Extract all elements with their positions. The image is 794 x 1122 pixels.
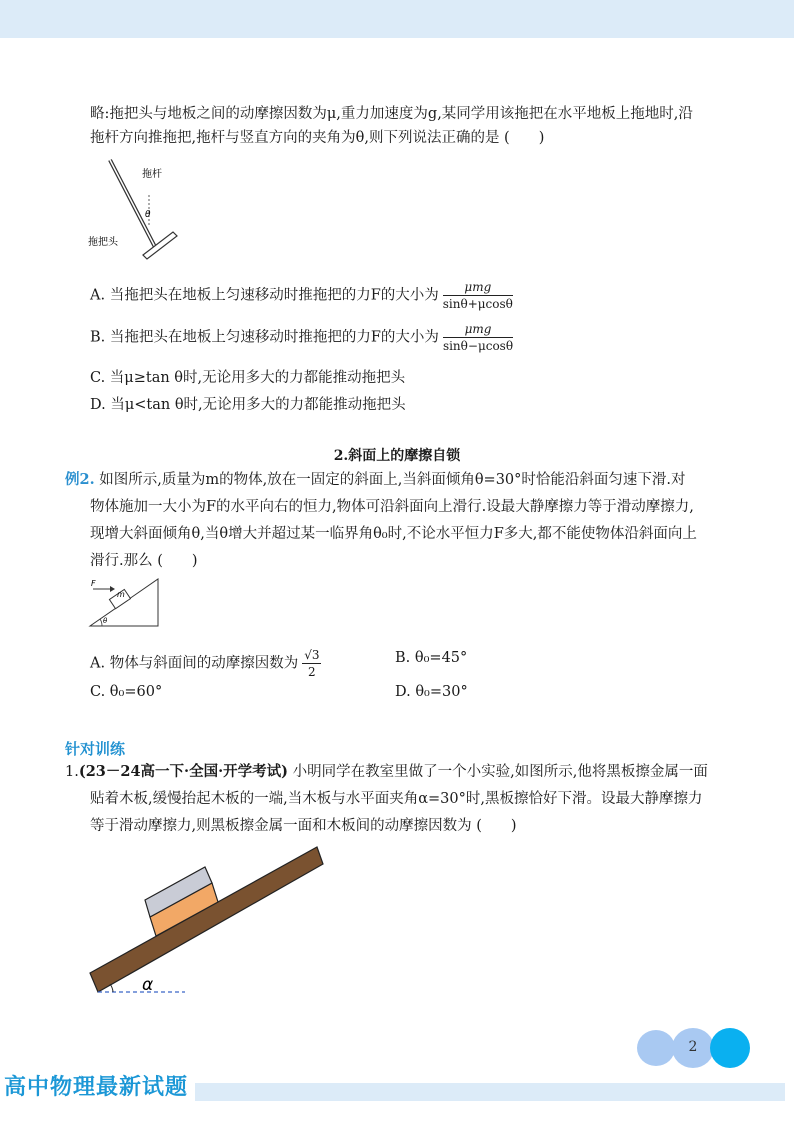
page-circle-light <box>637 1030 675 1066</box>
header-band <box>0 0 794 38</box>
example2-line-1: 例2. 如图所示,质量为m的物体,放在一固定的斜面上,当斜面倾角θ=30°时恰能沿斜面匀速下滑.对 <box>65 471 686 488</box>
option-c: C. 当μ≥tan θ时,无论用多大的力都能推动拖把头 <box>90 370 406 386</box>
force-label: F <box>91 579 96 588</box>
brand-logo-text: 高中物理最新试题 <box>4 1075 189 1100</box>
example2-option-c: C. θ₀=60° <box>90 684 163 700</box>
board-eraser-figure <box>85 840 330 1000</box>
option-a-fraction: $\frac{\text{μmg}}{\sin\theta+\mu\cos\theta}$ <box>442 280 513 311</box>
example2-option-a: A. 物体与斜面间的动摩擦因数为 $\frac{√3}{2}$ <box>90 648 320 679</box>
page-circle-main <box>710 1028 750 1068</box>
training-q1-line-2: 贴着木板,缓慢抬起木板的一端,当木板与水平面夹角α=30°时,黑板擦恰好下滑。设最大静摩擦力 <box>90 791 703 807</box>
footer-band <box>195 1083 785 1101</box>
page-number: 2 <box>688 1039 698 1055</box>
mop-figure <box>85 155 195 265</box>
training-title: 针对训练 <box>65 740 126 758</box>
training-q1-line-1: 1.(23－24高一下·全国·开学考试) 小明同学在教室里做了一个小实验,如图所示,他将黑板擦金属一面 <box>65 763 708 780</box>
training-q1-source: (23－24高一下·全国·开学考试) <box>78 763 289 780</box>
alpha-label: α <box>142 975 154 995</box>
option-d: D. 当μ<tan θ时,无论用多大的力都能推动拖把头 <box>90 397 406 413</box>
mop-head-label: 拖把头 <box>88 237 118 248</box>
example-label: 例2. <box>65 471 95 488</box>
incline-angle-label: θ <box>103 617 108 625</box>
example2-option-a-fraction: $\frac{√3}{2}$ <box>304 648 320 679</box>
example2-line-3: 现增大斜面倾角θ,当θ增大并超过某一临界角θ₀时,不论水平恒力F多大,都不能使物体沿斜面向上 <box>90 526 697 542</box>
mop-angle-label: θ <box>145 210 151 220</box>
option-b-fraction: $\frac{\text{μmg}}{\sin\theta-\mu\cos\theta}$ <box>442 322 514 353</box>
question-line-2: 拖杆方向推拖把,拖杆与竖直方向的夹角为θ,则下列说法正确的是 ( ) <box>90 130 545 146</box>
mass-label: m <box>117 590 125 599</box>
incline-figure <box>88 575 163 630</box>
example2-line-2: 物体施加一大小为F的水平向右的恒力,物体可沿斜面向上滑行.设最大静摩擦力等于滑动摩擦力, <box>90 499 694 515</box>
question-line-1: 略:拖把头与地板之间的动摩擦因数为μ,重力加速度为g,某同学用该拖把在水平地板上拖地时,沿 <box>90 106 693 122</box>
option-b: B. 当拖把头在地板上匀速移动时推拖把的力F的大小为 $\frac{\text{μmg}}{\sin\theta-\mu\cos\theta}$ <box>90 322 514 353</box>
example2-option-d: D. θ₀=30° <box>395 684 468 700</box>
rod-label: 拖杆 <box>142 169 162 180</box>
example2-line-4: 滑行.那么 ( ) <box>90 553 198 569</box>
example2-option-b: B. θ₀=45° <box>395 650 468 666</box>
section-title: 2.斜面上的摩擦自锁 <box>333 448 461 464</box>
option-a: A. 当拖把头在地板上匀速移动时推拖把的力F的大小为 $\frac{\text{μmg}}{\sin\theta+\mu\cos\theta}$ <box>90 280 513 311</box>
training-q1-line-3: 等于滑动摩擦力,则黑板擦金属一面和木板间的动摩擦因数为 ( ) <box>90 818 517 834</box>
